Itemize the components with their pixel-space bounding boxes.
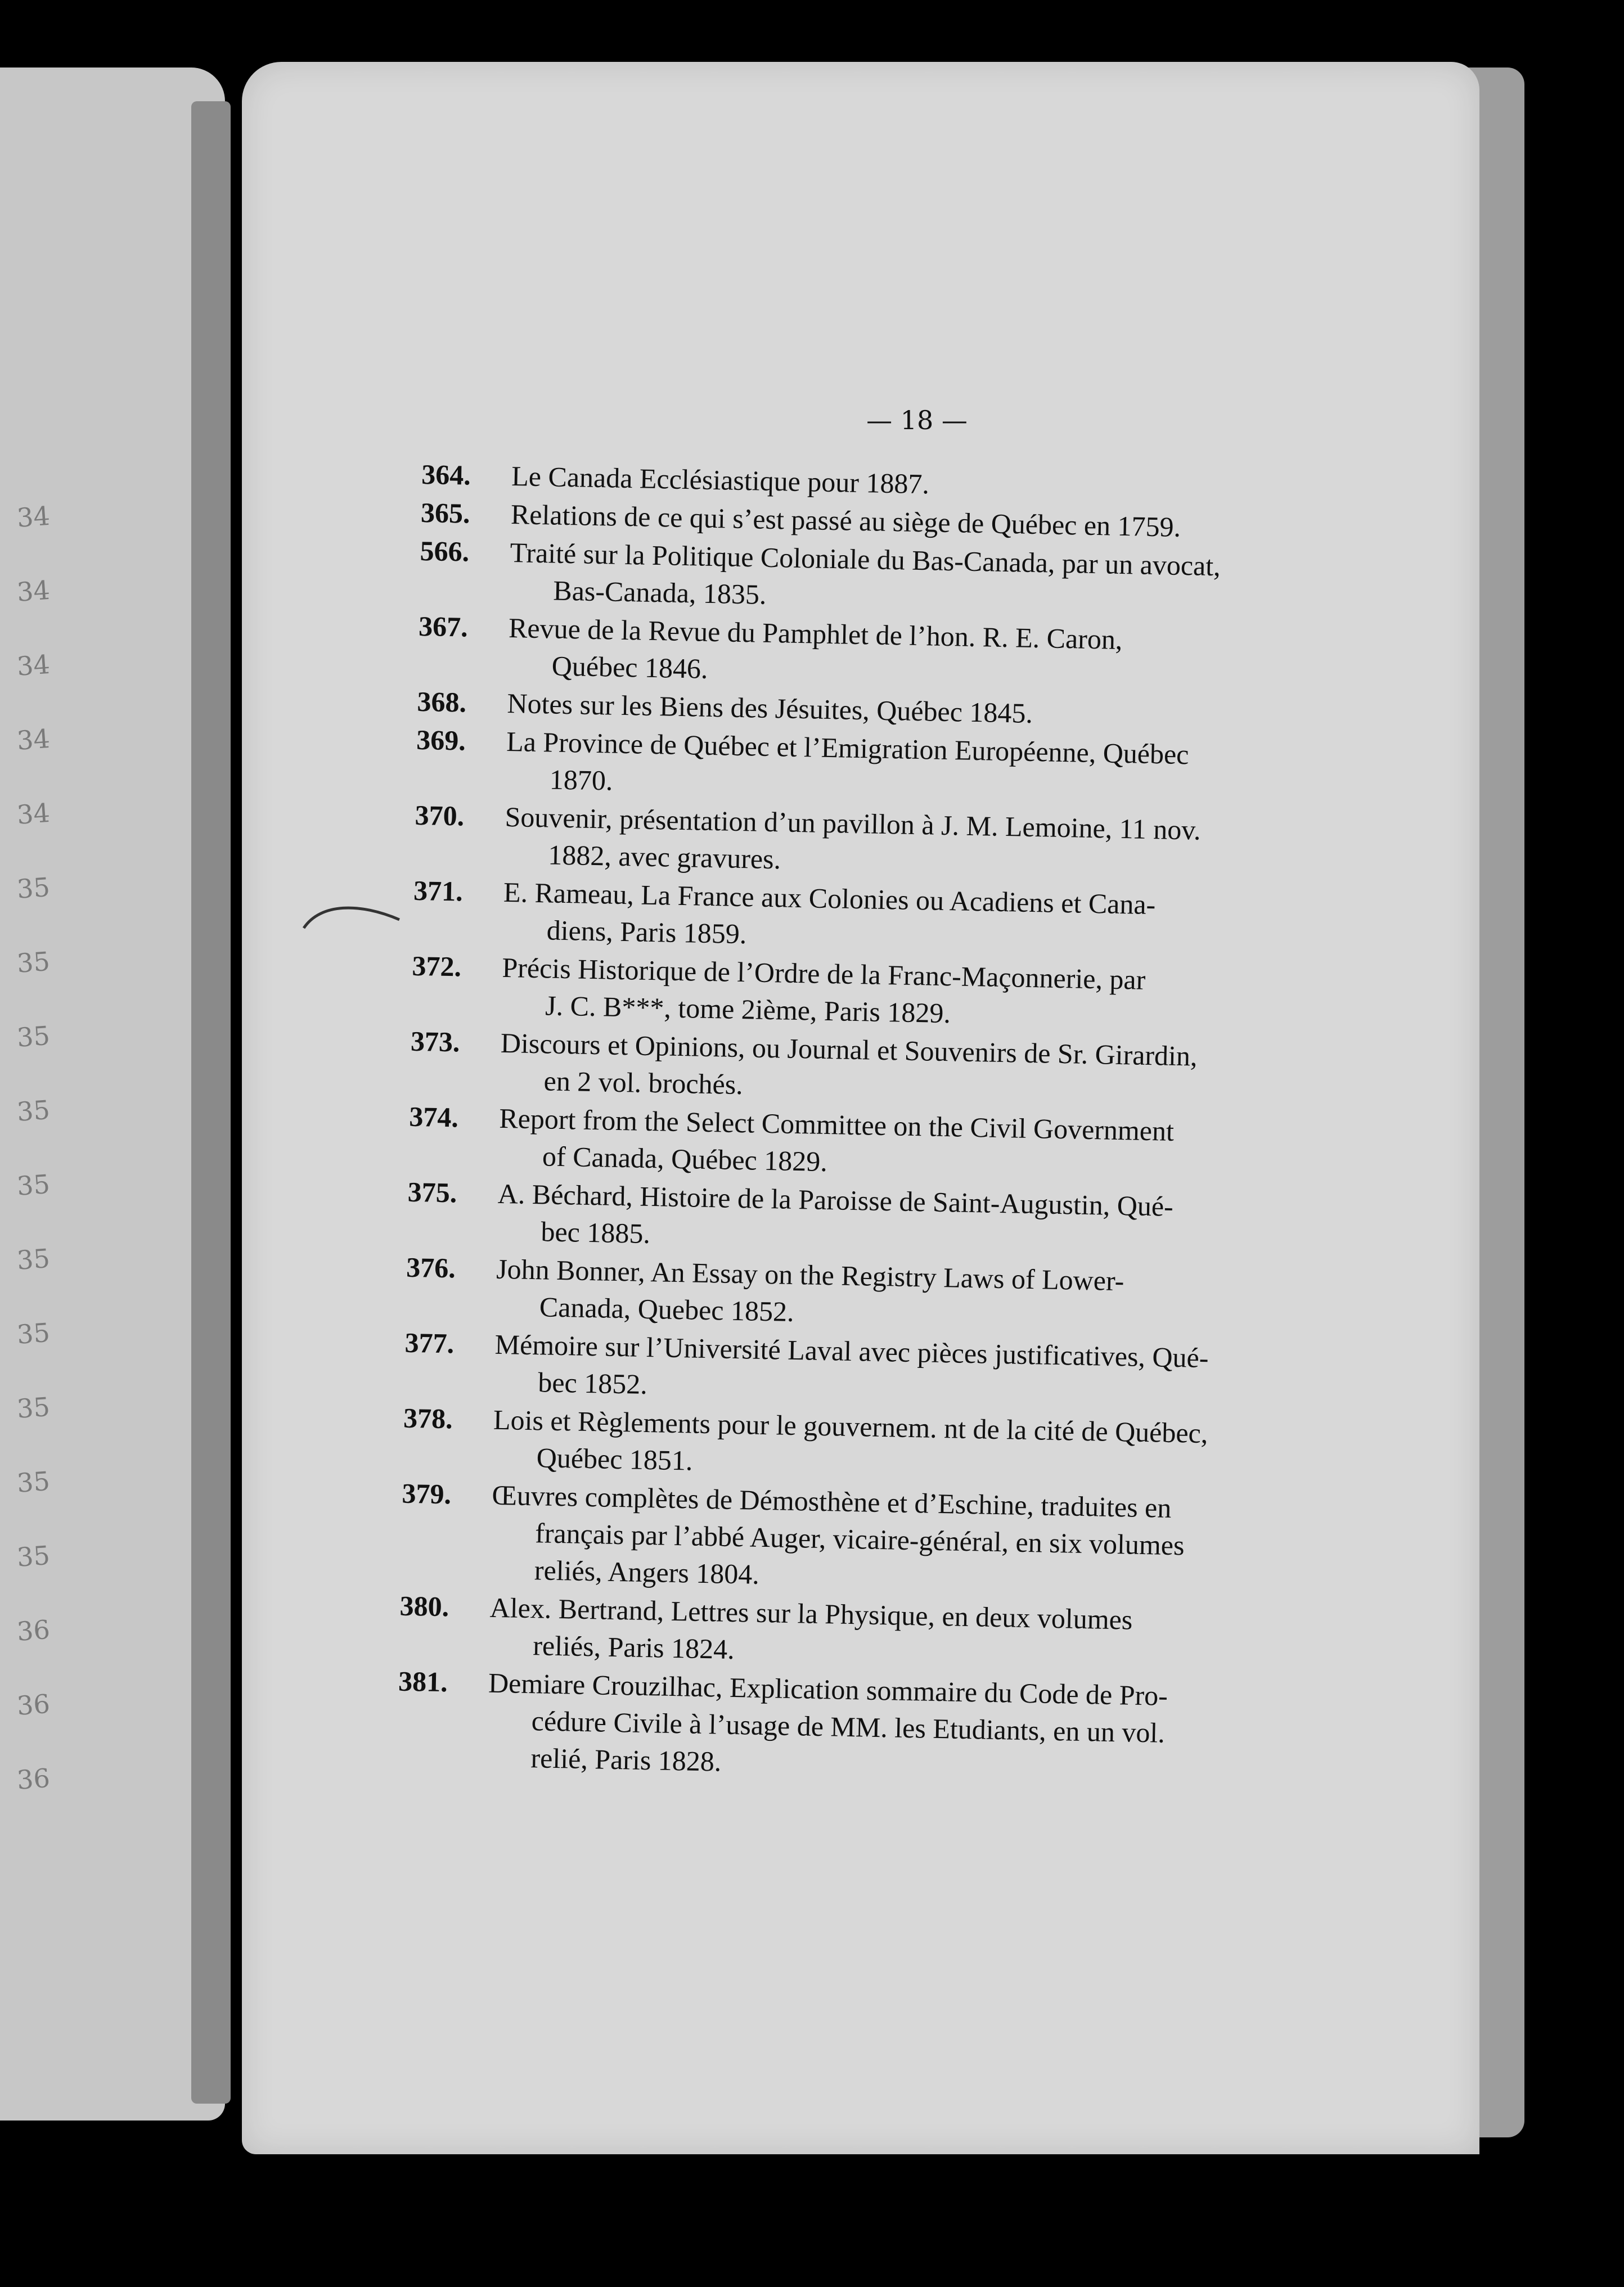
entry-number: 368. <box>417 685 467 718</box>
margin-number: 34 <box>16 500 51 533</box>
entry-number: 377. <box>404 1326 455 1359</box>
entry-number: 376. <box>406 1251 456 1284</box>
entry-continuation: diens, Paris 1859. <box>546 914 747 950</box>
page-number: — 18 — <box>866 405 968 435</box>
entry-number: 371. <box>413 874 464 907</box>
entry-text <box>490 1476 1370 1605</box>
catalogue-entry <box>400 1475 1369 1605</box>
entry-continuation: français par l’abbé Auger, vicaire-général, en six volumes <box>534 1517 1185 1561</box>
entry-continuation: 1870. <box>549 763 614 796</box>
entry-continuation: Canada, Quebec 1852. <box>539 1291 795 1327</box>
entry-continuation: J. C. B***, tome 2ième, Paris 1829. <box>545 989 951 1029</box>
entry-continuation: en 2 vol. brochés. <box>543 1065 744 1101</box>
entry-line: Demiare Crouzilhac, Explication sommaire du Code de Pro- <box>488 1667 1168 1712</box>
entry-continuation: Bas-Canada, 1835. <box>552 574 767 610</box>
margin-number: 36 <box>16 1614 51 1647</box>
entry-line: Souvenir, présentation d’un pavillon à J. M. Lemoine, 11 nov. <box>505 800 1202 846</box>
entry-number: 379. <box>402 1477 452 1510</box>
entry-number: 369. <box>416 723 466 757</box>
entry-line: A. Béchard, Histoire de la Paroisse de Saint-Augustin, Qué- <box>497 1177 1174 1222</box>
entry-line: Traité sur la Politique Coloniale du Bas-Canada, par un avocat, <box>510 537 1221 582</box>
entry-number: 378. <box>403 1402 453 1435</box>
entry-line: Revue de la Revue du Pamphlet de l’hon. R. E. Caron, <box>508 612 1123 655</box>
entry-number: 380. <box>399 1590 449 1623</box>
margin-number: 35 <box>16 1391 51 1424</box>
entry-number: 375. <box>407 1176 457 1209</box>
margin-number: 35 <box>16 1020 51 1053</box>
entry-line: Alex. Bertrand, Lettres sur la Physique, en deux volumes <box>489 1591 1133 1636</box>
entry-number: 365. <box>420 496 471 529</box>
margin-number: 35 <box>16 1539 51 1573</box>
entry-continuation: bec 1885. <box>541 1215 651 1250</box>
entry-continuation: cédure Civile à l’usage de MM. les Etudiants, en un vol. <box>531 1705 1166 1749</box>
entry-number: 372. <box>412 949 462 983</box>
entry-continuation: Québec 1846. <box>551 650 709 685</box>
entry-line: Relations de ce qui s’est passé au siège de Québec en 1759. <box>510 498 1181 543</box>
entry-line: Le Canada Ecclésiastique pour 1887. <box>511 460 930 500</box>
entry-line: La Province de Québec et l’Emigration Européenne, Québec <box>506 725 1189 771</box>
catalogue-entries <box>397 456 1389 1794</box>
entry-line: John Bonner, An Essay on the Registry Laws of Lower- <box>496 1253 1124 1297</box>
margin-number: 34 <box>16 574 51 607</box>
margin-number: 35 <box>16 1242 51 1276</box>
margin-number: 35 <box>16 1317 51 1350</box>
entry-line: Précis Historique de l’Ordre de la Franc-Maçonnerie, par <box>502 951 1146 996</box>
margin-number: 35 <box>16 1465 51 1498</box>
entry-line: Notes sur les Biens des Jésuites, Québec 1845. <box>507 687 1033 729</box>
entry-continuation: bec 1852. <box>537 1366 648 1400</box>
entry-continuation: reliés, Paris 1824. <box>532 1629 735 1665</box>
entry-continuation: 1882, avec gravures. <box>547 839 781 875</box>
margin-number: 34 <box>16 723 51 756</box>
entry-line: Discours et Opinions, ou Journal et Souvenirs de Sr. Girardin, <box>500 1027 1198 1072</box>
entry-line: Œuvres complètes de Démosthène et d’Eschine, traduites en <box>492 1479 1172 1524</box>
catalogue-page <box>242 62 1479 2154</box>
entry-number: 374. <box>408 1100 459 1133</box>
entry-line: Mémoire sur l’Université Laval avec pièces justificatives, Qué- <box>494 1328 1209 1374</box>
pencil-mark-icon <box>298 897 411 937</box>
margin-number: 36 <box>16 1762 51 1795</box>
entry-continuation: of Canada, Québec 1829. <box>542 1140 828 1178</box>
margin-number: 35 <box>16 871 51 904</box>
entry-text <box>487 1664 1366 1793</box>
margin-number: 35 <box>16 1168 51 1201</box>
entry-number: 381. <box>398 1665 448 1698</box>
entry-continuation: relié, Paris 1828. <box>530 1742 722 1777</box>
entry-line: Lois et Règlements pour le gouvernem. nt de la cité de Québec, <box>493 1403 1208 1449</box>
entry-number: 367. <box>418 610 469 643</box>
entry-line: Report from the Select Committee on the Civil Government <box>498 1102 1175 1147</box>
margin-number: 34 <box>16 797 51 830</box>
entry-continuation: reliés, Angers 1804. <box>534 1554 760 1590</box>
margin-number: 35 <box>16 1094 51 1127</box>
entry-continuation: Québec 1851. <box>536 1442 694 1476</box>
entry-number: 370. <box>415 799 465 832</box>
catalogue-entry <box>397 1663 1366 1793</box>
entry-number: 566. <box>420 534 470 568</box>
margin-number: 36 <box>16 1688 51 1721</box>
entry-number: 373. <box>410 1025 461 1058</box>
page-gutter <box>191 101 231 2104</box>
margin-number: 35 <box>16 946 51 979</box>
entry-line: E. Rameau, La France aux Colonies ou Acadiens et Cana- <box>503 876 1156 921</box>
facing-page-margin-numbers <box>17 478 96 1815</box>
entry-number: 364. <box>421 458 471 491</box>
margin-number: 34 <box>16 649 51 682</box>
